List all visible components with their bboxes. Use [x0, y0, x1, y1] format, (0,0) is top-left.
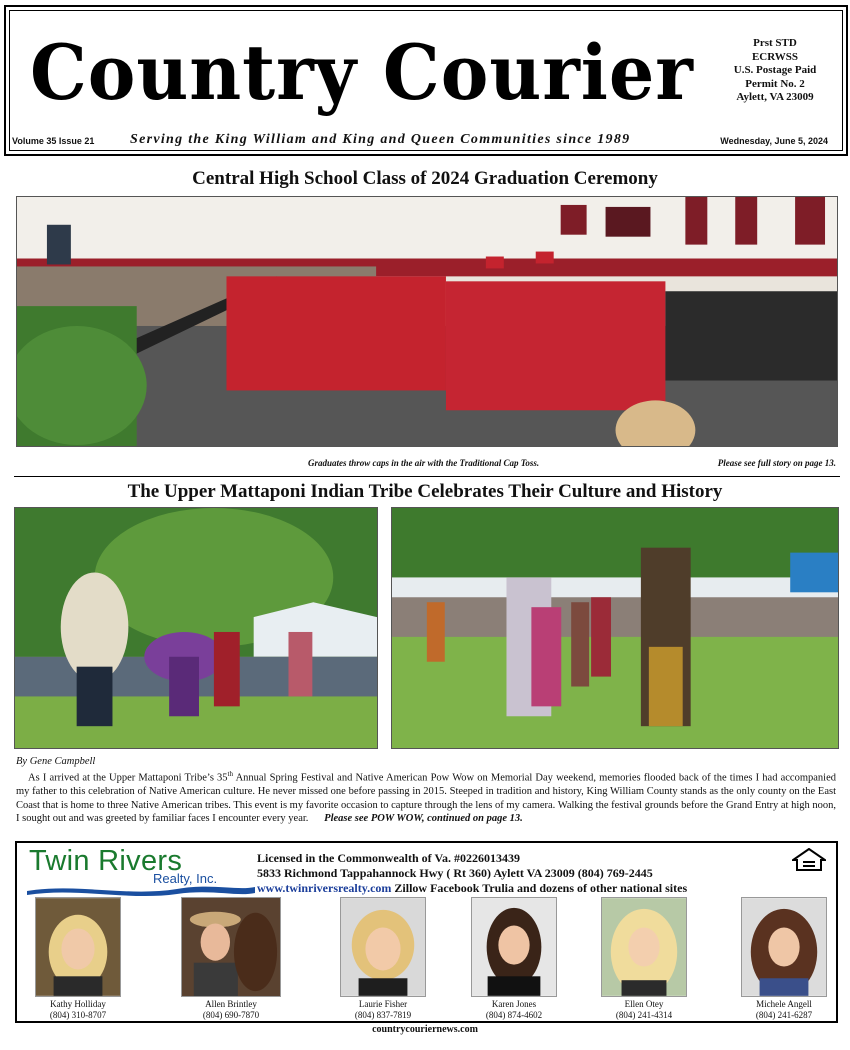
article-text-rest: Annual Spring Festival and Native American Pow Wow on Memorial Day weekend, memories flooded back of the times I had accompanied my father to this celebration of Native American culture. He never missed one before passing in 2015. Steeped in tradition and history, King William County stands as the only county on the East Coast that is home to three Native American tribes. This event is my favorite occasion to capture through the lens of my camera. Walking the festival grounds before the Grand Entry at high noon, I sought out and was greeted by familiar faces I encounter every year. [16, 772, 836, 824]
license-line: Licensed in the Commonwealth of Va. #0226013439 [257, 851, 521, 865]
postage-line: Permit No. 2 [745, 77, 805, 90]
powwow-continued-link[interactable]: Please see POW WOW, continued on page 13. [324, 813, 523, 824]
article-text-start: As I arrived at the Upper Mattaponi Tribe’s 35 [28, 772, 228, 784]
masthead [4, 5, 848, 156]
listing-sites: Zillow Facebook Trulia and dozens of other national sites [391, 881, 688, 895]
powwow-photo-grand-entry [391, 507, 839, 749]
agent-card [328, 897, 438, 1021]
agent-card [729, 897, 839, 1021]
realty-logo-sub: Realty, Inc. [153, 871, 218, 886]
agent-phone: (804) 690-7870 [202, 1010, 260, 1020]
agent-card [589, 897, 699, 1021]
agent-phone: (804) 241-6287 [755, 1010, 813, 1020]
newspaper-title: Country Courier [30, 28, 694, 117]
equal-housing-icon [792, 848, 826, 874]
agent-photo [181, 897, 281, 997]
agent-photo [741, 897, 827, 997]
address-line: 5833 Richmond Tappahannock Hwy ( Rt 360) Aylett VA 23009 (804) 769-2445 [257, 866, 653, 880]
agent-name: Karen Jones [491, 999, 537, 1009]
agent-name: Allen Brintley [205, 999, 257, 1009]
agent-name: Kathy Holliday [50, 999, 106, 1009]
byline: By Gene Campbell [16, 756, 96, 767]
agent-phone: (804) 874-4602 [485, 1010, 543, 1020]
river-wave-icon [27, 883, 255, 897]
powwow-article-body [16, 768, 836, 826]
ordinal-suffix: th [227, 770, 233, 778]
agent-photo [601, 897, 687, 997]
powwow-headline: The Upper Mattaponi Indian Tribe Celebrates Their Culture and History [127, 481, 723, 502]
agent-photo [471, 897, 557, 997]
agent-name: Laurie Fisher [358, 999, 408, 1009]
powwow-photo-dancers [14, 507, 378, 749]
postage-line: Aylett, VA 23009 [736, 91, 814, 103]
agent-name: Michele Angell [756, 999, 812, 1009]
agent-card [459, 897, 569, 1021]
postage-indicia [720, 37, 830, 105]
realty-contact-info [257, 851, 687, 896]
section-divider [14, 476, 840, 477]
agent-name: Ellen Otey [624, 999, 664, 1009]
agent-phone: (804) 310-8707 [49, 1010, 107, 1020]
agent-phone: (804) 837-7819 [354, 1010, 412, 1020]
web-line [257, 881, 687, 896]
issue-date: Wednesday, June 5, 2024 [720, 136, 828, 146]
agent-card [23, 897, 133, 1021]
footer-website-link[interactable]: countrycouriernews.com [372, 1024, 478, 1035]
graduation-caption: Graduates throw caps in the air with the Traditional Cap Toss. [308, 458, 540, 468]
agent-card [176, 897, 286, 1021]
agent-photo [35, 897, 121, 997]
postage-line: Prst STD [753, 37, 797, 49]
agent-photo [340, 897, 426, 997]
graduation-photo [16, 196, 838, 447]
agent-phone: (804) 241-4314 [615, 1010, 673, 1020]
postage-line: U.S. Postage Paid [733, 64, 817, 76]
graduation-continued: Please see full story on page 13. [717, 458, 836, 468]
twin-rivers-realty-ad [15, 841, 838, 1023]
realty-website-link[interactable]: www.twinriversrealty.com [257, 881, 392, 895]
graduation-headline: Central High School Class of 2024 Graduation Ceremony [192, 168, 658, 189]
tagline: Serving the King William and King and Queen Communities since 1989 [130, 132, 631, 147]
realty-logo-name: Twin Rivers [29, 845, 183, 877]
postage-line: ECRWSS [751, 50, 799, 63]
volume-issue: Volume 35 Issue 21 [12, 136, 95, 146]
